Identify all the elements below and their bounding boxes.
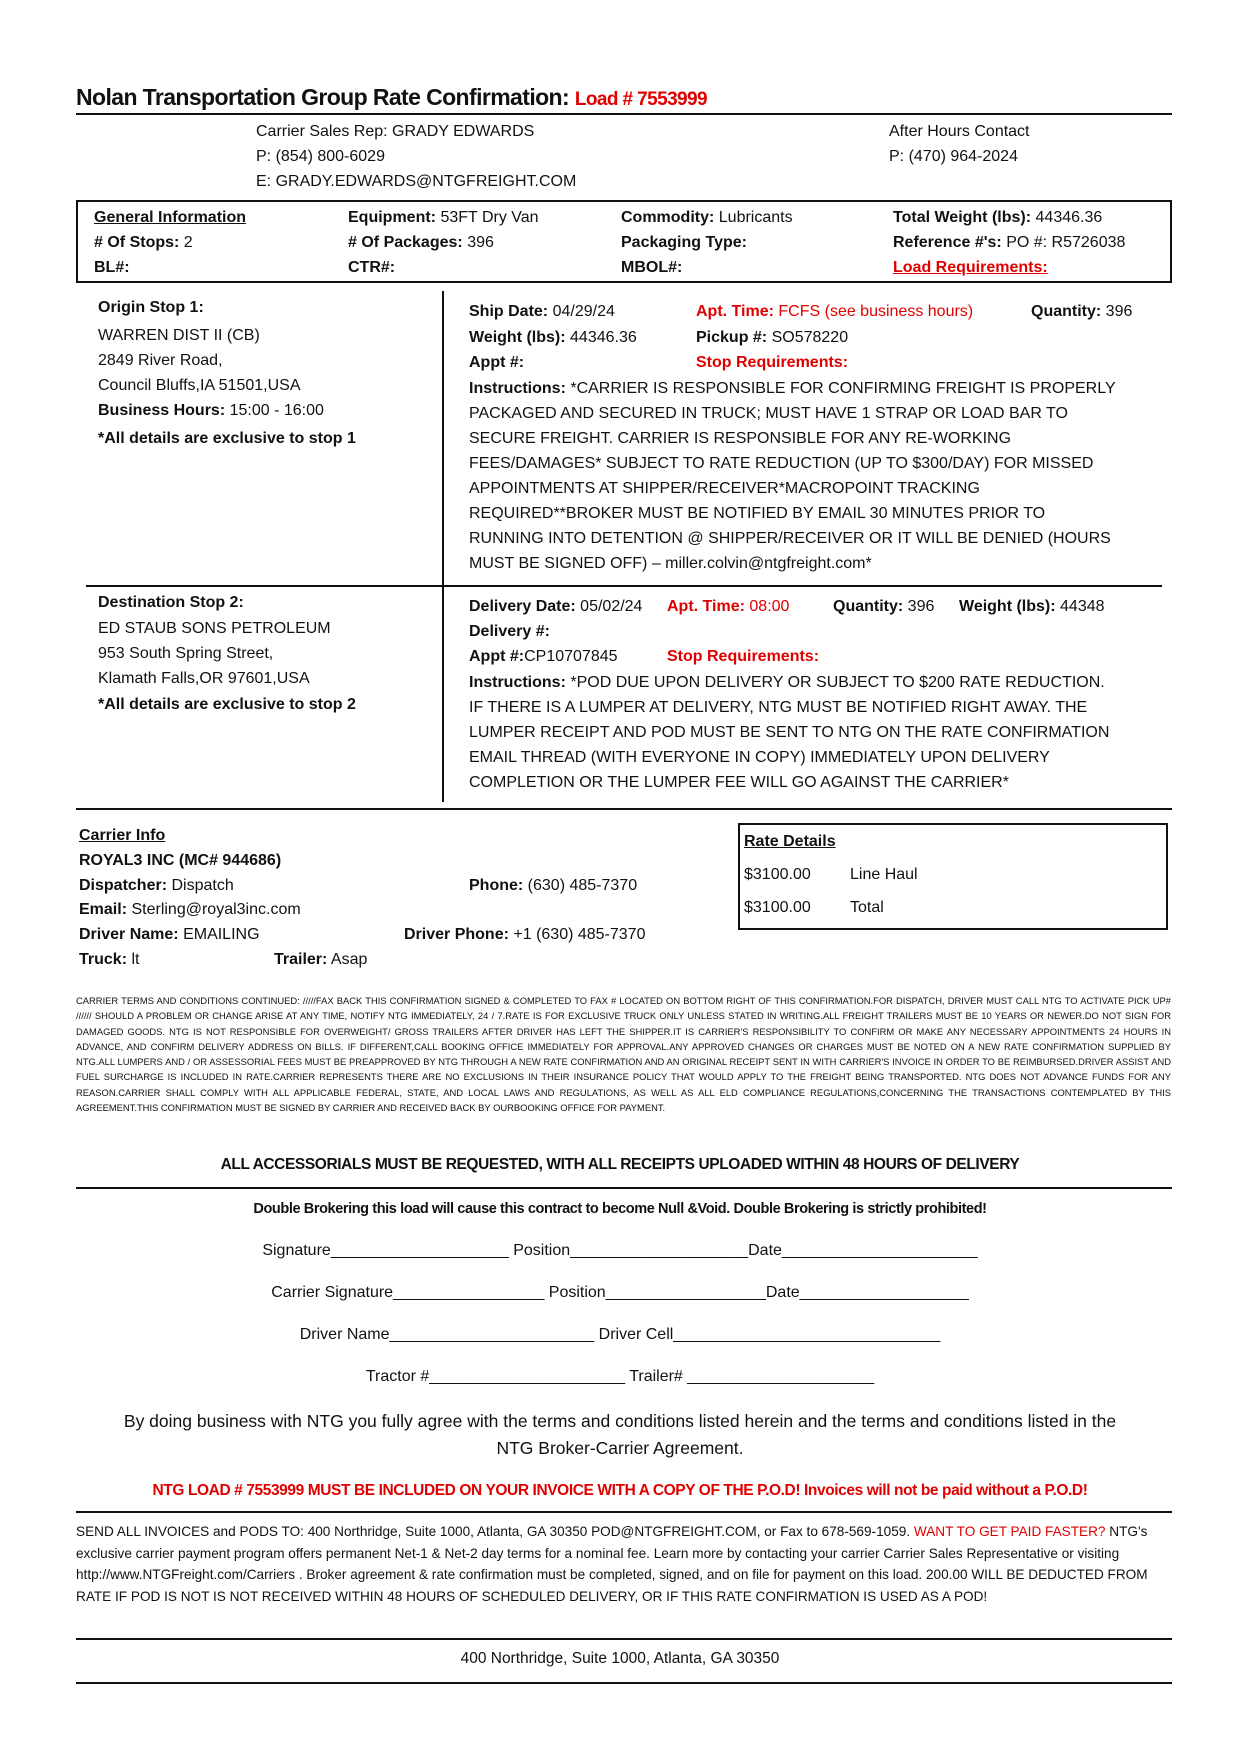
packaging-type-field: Packaging Type: — [621, 234, 747, 251]
agreement-line: NTG Broker-Carrier Agreement. — [496, 1438, 744, 1458]
origin-instructions-line: MUST BE SIGNED OFF) – miller.colvin@ntgfreight.com* — [469, 555, 872, 572]
total-weight-field: Total Weight (lbs): 44346.36 — [893, 209, 1103, 226]
terms-and-conditions: CARRIER TERMS AND CONDITIONS CONTINUED: /////FAX BACK THIS CONFIRMATION SIGNED & COMPLETED TO FAX # LOCATED ON BOTTOM RIGHT OF THIS CONFIRMATION.FOR DISPATCH, DRIVER MUST CALL NTG TO ACTIVATE PICK UP# ////// SHOULD A PROBLEM OR CHANGE ARISE AT ANY TIME, NOTIFY NTG IMMEDIATELY, 24 / 7.RATE IS FOR EXCLUSIVE TRUCK ONLY UNLESS STATED IN WRITING.ALL FREIGHT TRAILERS MUST BE 10 YEARS OR NEWER.DO NOT SIGN FOR DAMAGED GOODS. NTG IS NOT RESPONSIBLE FOR OVERWEIGHT/ GROSS TRAILERS AFTER DRIVER HAS LEFT THE SHIPPER.IT IS CARRIER'S RESPONSIBILITY TO CONFIRM OR MAKE ANY NECESSARY APPOINTMENTS 24 HOURS IN ADVANCE, AND CONFIRM DELIVERY ADDRESS ON BILLS. IF DIFFERENT,CALL BOOKING OFFICE IMMEDIATELY FOR APPROVAL.ANY APPROVED CHANGES OR CHARGES MUST BE NOTED ON A NEW RATE CONFIRMATION SUPPLIED BY NTG.ALL LUMPERS AND / OR ASSESSORIAL FEES MUST BE PREAPPROVED BY NTG THROUGH A NEW RATE CONFIRMATION AND AN ORIGINAL RECEIPT SENT IN WITH CARRIER'S INVOICE IN ORDER TO BE REIMBURSED.DRIVER ASSIST AND FUEL SURCHARGE IS INCLUDED IN RATE.CARRIER REPRESENTS THERE ARE NO EXCLUSIONS IN THEIR INSURANCE POLICY THAT WOULD APPLY TO THE FREIGHT BEING TRANSPORTED. NTG DOES NOT ADVANCE FUNDS FOR ANY REASON.CARRIER SHALL COMPLY WITH ALL APPLICABLE FEDERAL, STATE, AND LOCAL LAWS AND REGULATIONS, AS WELL AS ALL ELD COMPLIANCE REGULATIONS,CONCERNING THE TRANSACTIONS CONTEMPLATED BY THIS AGREEMENT.THIS CONFIRMATION MUST BE SIGNED BY CARRIER AND RECEIVED BACK BY OURBOOKING OFFICE FOR PAYMENT. — [76, 995, 1171, 1114]
trailer-field: Trailer: Asap — [274, 951, 368, 968]
origin-instructions-line: PACKAGED AND SECURED IN TRUCK; MUST HAVE 1 STRAP OR LOAD BAR TO — [469, 405, 1068, 422]
origin-name: WARREN DIST II (CB) — [98, 327, 260, 344]
rate-row-label: Total — [850, 899, 884, 916]
carrier-signature-line: Carrier Signature_________________ Position__________________Date___________________ — [271, 1284, 969, 1301]
carrier-email-field: Email: Sterling@royal3inc.com — [79, 901, 301, 918]
origin-instructions — [469, 376, 1159, 576]
invoice-notice: NTG LOAD # 7553999 MUST BE INCLUDED ON YOUR INVOICE WITH A COPY OF THE P.O.D! Invoices will not be paid without a P.O.D! — [152, 1482, 1088, 1499]
destination-quantity-field: Quantity: 396 — [833, 598, 935, 615]
send-invoices-text: SEND ALL INVOICES and PODS TO: 400 Northridge, Suite 1000, Atlanta, GA 30350 POD@NTGFREIGHT.COM, or Fax to 678-569-1059. — [76, 1524, 911, 1539]
stops-field: # Of Stops: 2 — [94, 234, 193, 251]
signature-line: Signature____________________ Position____________________Date______________________ — [262, 1242, 978, 1259]
destination-appt-time-field: Apt. Time: 08:00 — [667, 598, 790, 615]
after-hours-label: After Hours Contact — [889, 123, 1030, 140]
title-divider — [76, 113, 1172, 115]
origin-appt-number-field: Appt #: — [469, 354, 525, 371]
carrier-name: ROYAL3 INC (MC# 944686) — [79, 852, 282, 869]
load-number: Load # 7553999 — [574, 89, 707, 110]
agreement-line: By doing business with NTG you fully agree with the terms and conditions listed herein and the terms and conditions listed in the — [123, 1411, 1117, 1431]
origin-instructions-line: SECURE FREIGHT. CARRIER IS RESPONSIBLE FOR ANY RE-WORKING — [469, 430, 1012, 447]
tractor-trailer-line: Tractor #______________________ Trailer# _____________________ — [365, 1368, 875, 1385]
carrier-phone-field: Phone: (630) 485-7370 — [469, 877, 638, 894]
pickup-number-field: Pickup #: SO578220 — [696, 329, 849, 346]
mbol-field: MBOL#: — [621, 259, 683, 276]
get-paid-faster-text: WANT TO GET PAID FASTER? — [913, 1524, 1106, 1539]
origin-exclusive-note: *All details are exclusive to stop 1 — [98, 430, 356, 447]
origin-heading: Origin Stop 1: — [98, 299, 204, 316]
sales-rep-phone: P: (854) 800-6029 — [256, 148, 385, 165]
sales-rep-name: Carrier Sales Rep: GRADY EDWARDS — [256, 123, 535, 140]
document-title: Nolan Transportation Group Rate Confirmation: — [76, 84, 570, 110]
equipment-field: Equipment: 53FT Dry Van — [348, 209, 539, 226]
footer-address: 400 Northridge, Suite 1000, Atlanta, GA 30350 — [460, 1650, 780, 1667]
carrier-divider — [76, 808, 1172, 810]
rate-row-amount: $3100.00 — [744, 866, 811, 883]
delivery-number-field: Delivery #: — [469, 623, 550, 640]
origin-instructions-line: FEES/DAMAGES* SUBJECT TO RATE REDUCTION (UP TO $300/DAY) FOR MISSED — [469, 455, 1094, 472]
destination-street: 953 South Spring Street, — [98, 645, 274, 662]
notice-divider — [76, 1187, 1172, 1189]
destination-weight-field: Weight (lbs): 44348 — [959, 598, 1105, 615]
destination-instructions-line: COMPLETION OR THE LUMPER FEE WILL GO AGAINST THE CARRIER* — [469, 774, 1009, 791]
footer-divider — [76, 1511, 1172, 1513]
page-title — [76, 84, 707, 111]
destination-exclusive-note: *All details are exclusive to stop 2 — [98, 696, 356, 713]
origin-stop-requirements-label: Stop Requirements: — [696, 354, 849, 371]
address-top-divider — [76, 1638, 1172, 1640]
destination-heading: Destination Stop 2: — [98, 594, 244, 611]
origin-instructions-line: APPOINTMENTS AT SHIPPER/RECEIVER*MACROPOINT TRACKING — [469, 480, 980, 497]
truck-field: Truck: lt — [79, 951, 140, 968]
stops-divider — [442, 291, 444, 802]
origin-instructions-line: REQUIRED**BROKER MUST BE NOTIFIED BY EMAIL 30 MINUTES PRIOR TO — [469, 505, 1046, 522]
driver-phone-field: Driver Phone: +1 (630) 485-7370 — [404, 926, 646, 943]
destination-instructions-line: LUMPER RECEIPT AND POD MUST BE SENT TO NTG ON THE RATE CONFIRMATION — [469, 724, 1110, 741]
rate-row-amount: $3100.00 — [744, 899, 811, 916]
destination-city: Klamath Falls,OR 97601,USA — [98, 670, 310, 687]
destination-instructions-line: IF THERE IS A LUMPER AT DELIVERY, NTG MUST BE NOTIFIED RIGHT AWAY. THE — [469, 699, 1088, 716]
accessorials-notice: ALL ACCESSORIALS MUST BE REQUESTED, WITH ALL RECEIPTS UPLOADED WITHIN 48 HOURS OF DELIVERY — [220, 1156, 1020, 1173]
destination-instructions-line: EMAIL THREAD (WITH EVERYONE IN COPY) IMMEDIATELY UPON DELIVERY — [469, 749, 1050, 766]
origin-street: 2849 River Road, — [98, 352, 223, 369]
address-bottom-divider — [76, 1682, 1172, 1684]
ctr-field: CTR#: — [348, 259, 396, 276]
general-info-heading: General Information — [94, 209, 247, 226]
invoice-instructions — [76, 1521, 1172, 1607]
rate-row-label: Line Haul — [850, 866, 918, 883]
load-requirements-label: Load Requirements: — [893, 259, 1048, 276]
dispatcher-field: Dispatcher: Dispatch — [79, 877, 234, 894]
destination-stop-requirements-label: Stop Requirements: — [667, 648, 820, 665]
origin-quantity-field: Quantity: 396 — [1031, 303, 1133, 320]
after-hours-phone: P: (470) 964-2024 — [889, 148, 1018, 165]
packages-field: # Of Packages: 396 — [348, 234, 494, 251]
origin-appt-time-field: Apt. Time: FCFS (see business hours) — [696, 303, 974, 320]
sales-rep-email: E: GRADY.EDWARDS@NTGFREIGHT.COM — [256, 173, 577, 190]
ship-date-field: Ship Date: 04/29/24 — [469, 303, 615, 320]
double-brokering-notice: Double Brokering this load will cause this contract to become Null &Void. Double Brokering is strictly prohibited! — [253, 1201, 987, 1217]
commodity-field: Commodity: Lubricants — [621, 209, 793, 226]
reference-field: Reference #'s: PO #: R5726038 — [893, 234, 1126, 251]
destination-instructions-line: Instructions: *POD DUE UPON DELIVERY OR SUBJECT TO $200 RATE REDUCTION. — [469, 674, 1105, 691]
destination-name: ED STAUB SONS PETROLEUM — [98, 620, 331, 637]
driver-name-field: Driver Name: EMAILING — [79, 926, 260, 943]
origin-business-hours: Business Hours: 15:00 - 16:00 — [98, 402, 324, 419]
delivery-date-field: Delivery Date: 05/02/24 — [469, 598, 643, 615]
stops-separator — [86, 585, 1162, 587]
payment-program-text: NTG's exclusive carrier payment program offers permanent Net-1 & Net-2 day terms for a nominal fee. Learn more by contacting your carrier Carrier Sales Representative or visiting http://www.NTGFreight.com/Carriers . Broker agreement & rate confirmation must be completed, signed, and on file for payment on this load. 200.00 WILL BE DEDUCTED FROM RATE IF POD IS NOT IS NOT RECEIVED WITHIN 48 HOURS OF SCHEDULED DELIVERY, OR IF THIS RATE CONFIRMATION IS USED AS A POD! — [76, 1524, 1148, 1604]
carrier-info-heading: Carrier Info — [79, 827, 166, 844]
origin-instructions-line: RUNNING INTO DETENTION @ SHIPPER/RECEIVER OR IT WILL BE DENIED (HOURS — [469, 530, 1111, 547]
destination-appt-number-field: Appt #:CP10707845 — [469, 648, 618, 665]
origin-instructions-line: Instructions: *CARRIER IS RESPONSIBLE FOR CONFIRMING FREIGHT IS PROPERLY — [469, 380, 1116, 397]
driver-signature-line: Driver Name_______________________ Driver Cell______________________________ — [299, 1326, 941, 1343]
bl-field: BL#: — [94, 259, 130, 276]
origin-weight-field: Weight (lbs): 44346.36 — [469, 329, 637, 346]
origin-city: Council Bluffs,IA 51501,USA — [98, 377, 301, 394]
destination-instructions — [469, 670, 1159, 795]
rate-details-heading: Rate Details — [744, 833, 836, 850]
